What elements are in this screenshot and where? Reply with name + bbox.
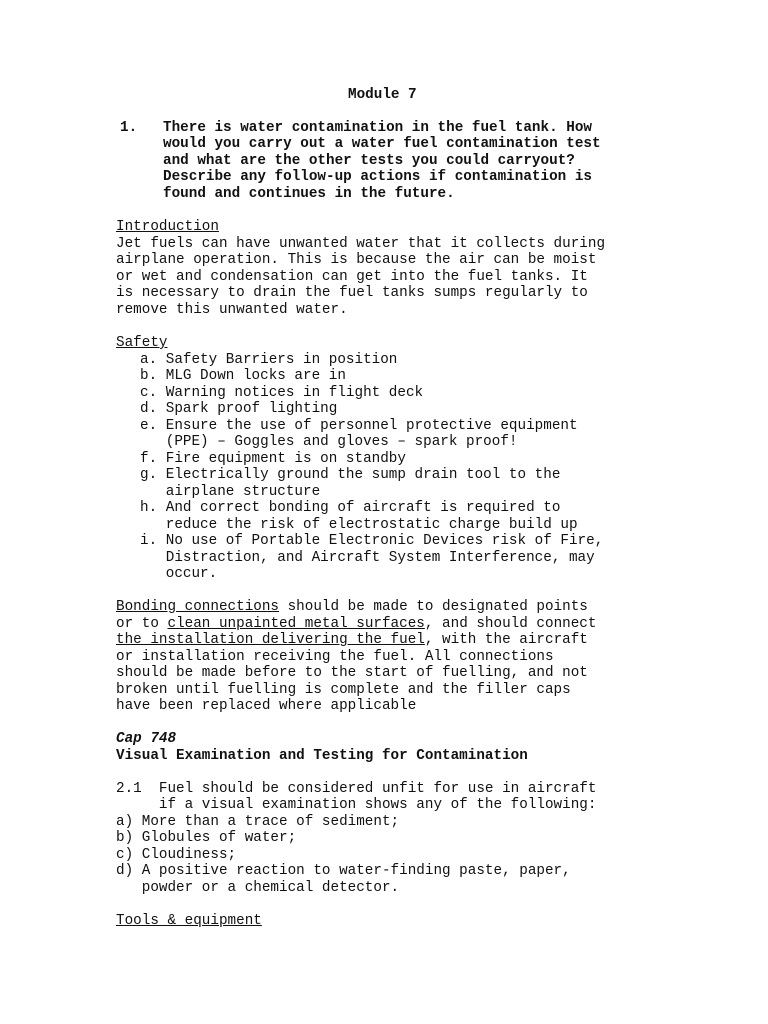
bonding-line: or to clean unpainted metal surfaces, and should connect [116,616,597,632]
safety-item-continuation: reduce the risk of electrostatic charge build up [140,517,578,533]
safety-item: a. Safety Barriers in position [140,352,398,368]
introduction-line: or wet and condensation can get into the fuel tanks. It [116,269,588,285]
safety-item-continuation: occur. [140,566,218,582]
page-title: Module 7 [348,87,417,103]
bonding-line: have been replaced where applicable [116,698,417,714]
introduction-line: Jet fuels can have unwanted water that it collects during [116,236,606,252]
safety-item: c. Warning notices in flight deck [140,385,424,401]
safety-item-continuation: Distraction, and Aircraft System Interference, may [140,550,595,566]
safety-item: e. Ensure the use of personnel protective equipment [140,418,578,434]
safety-item: d. Spark proof lighting [140,401,338,417]
cap-line: a) More than a trace of sediment; [116,814,400,830]
bonding-connections-term: Bonding connections [116,599,280,615]
cap-line: d) A positive reaction to water-finding paste, paper, [116,863,571,879]
safety-item-continuation: airplane structure [140,484,321,500]
safety-heading: Safety [116,335,168,351]
safety-item: g. Electrically ground the sump drain tool to the [140,467,561,483]
introduction-line: is necessary to drain the fuel tanks sumps regularly to [116,285,588,301]
cap-line: b) Globules of water; [116,830,297,846]
cap-line: c) Cloudiness; [116,847,237,863]
bonding-line: should be made before to the start of fuelling, and not [116,665,588,681]
bonding-line: broken until fuelling is complete and the filler caps [116,682,571,698]
safety-item: f. Fire equipment is on standby [140,451,406,467]
tools-heading: Tools & equipment [116,913,262,929]
question-line: would you carry out a water fuel contamination test [163,136,601,152]
question-line: and what are the other tests you could carryout? [163,153,575,169]
safety-item: b. MLG Down locks are in [140,368,346,384]
question-line: found and continues in the future. [163,186,455,202]
cap-line: if a visual examination shows any of the following: [116,797,597,813]
cap-line: 2.1 Fuel should be considered unfit for use in aircraft [116,781,597,797]
question-line: Describe any follow-up actions if contamination is [163,169,592,185]
bonding-line: or installation receiving the fuel. All connections [116,649,554,665]
introduction-line: remove this unwanted water. [116,302,348,318]
question-number: 1. [120,120,138,136]
cap-heading: Visual Examination and Testing for Contamination [116,748,528,764]
bonding-line: Bonding connections should be made to designated points [116,599,588,615]
cap-line: powder or a chemical detector. [116,880,400,896]
cap-label: Cap 748 [116,731,177,747]
safety-item-continuation: (PPE) – Goggles and gloves – spark proof! [140,434,518,450]
safety-item: i. No use of Portable Electronic Devices risk of Fire, [140,533,604,549]
clean-surfaces-term: clean unpainted metal surfaces [167,616,425,632]
introduction-line: airplane operation. This is because the air can be moist [116,252,597,268]
safety-item: h. And correct bonding of aircraft is required to [140,500,561,516]
question-line: There is water contamination in the fuel tank. How [163,120,592,136]
introduction-heading: Introduction [116,219,219,235]
installation-term: the installation delivering the fuel [116,632,425,648]
bonding-line: the installation delivering the fuel, with the aircraft [116,632,588,648]
